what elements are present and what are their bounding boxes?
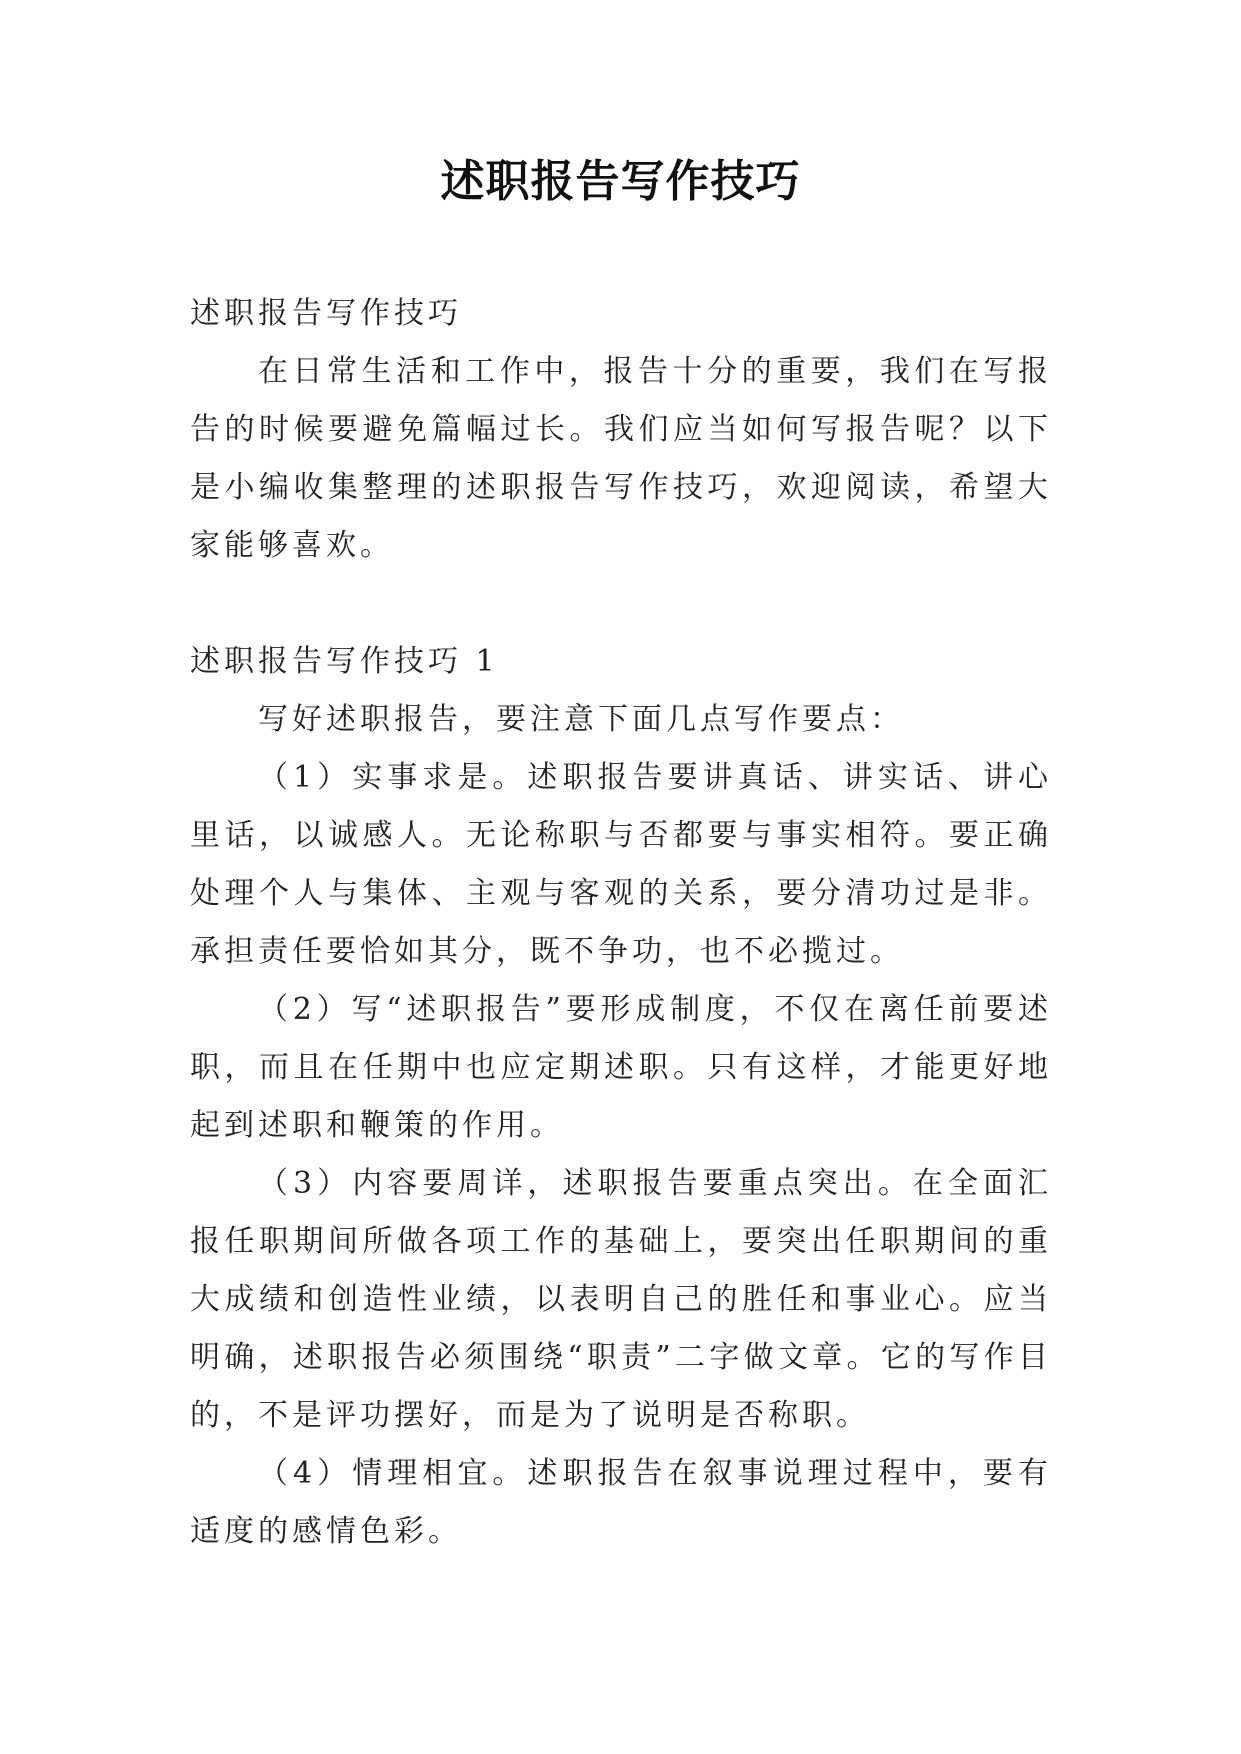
point-paragraph-1: （1）实事求是。述职报告要讲真话、讲实话、讲心里话，以诚感人。无论称职与否都要与事实相符。要正确处理个人与集体、主观与客观的关系，要分清功过是非。承担责任要恰如其分，既不争功，也不必揽过。 xyxy=(190,760,1052,969)
section-spacer xyxy=(190,575,1052,633)
section-lead-paragraph: 写好述职报告，要注意下面几点写作要点： xyxy=(258,702,904,737)
document-title: 述职报告写作技巧 xyxy=(440,156,801,207)
point-paragraph-2: （2）写“述职报告”要形成制度，不仅在离任前要述职，而且在任期中也应定期述职。只有这样，才能更好地起到述职和鞭策的作用。 xyxy=(190,992,1052,1143)
intro-paragraph: 在日常生活和工作中，报告十分的重要，我们在写报告的时候要避免篇幅过长。我们应当如何写报告呢？以下是小编收集整理的述职报告写作技巧，欢迎阅读，希望大家能够喜欢。 xyxy=(190,354,1052,563)
intro-heading: 述职报告写作技巧 xyxy=(190,296,462,331)
section-heading: 述职报告写作技巧 1 xyxy=(190,644,499,679)
document-body xyxy=(190,285,1052,1561)
point-paragraph-4: （4）情理相宜。述职报告在叙事说理过程中，要有适度的感情色彩。 xyxy=(190,1456,1052,1549)
point-paragraph-3: （3）内容要周详，述职报告要重点突出。在全面汇报任职期间所做各项工作的基础上，要突出任职期间的重大成绩和创造性业绩，以表明自己的胜任和事业心。应当明确，述职报告必须围绕“职责”二字做文章。它的写作目的，不是评功摆好，而是为了说明是否称职。 xyxy=(190,1166,1052,1433)
